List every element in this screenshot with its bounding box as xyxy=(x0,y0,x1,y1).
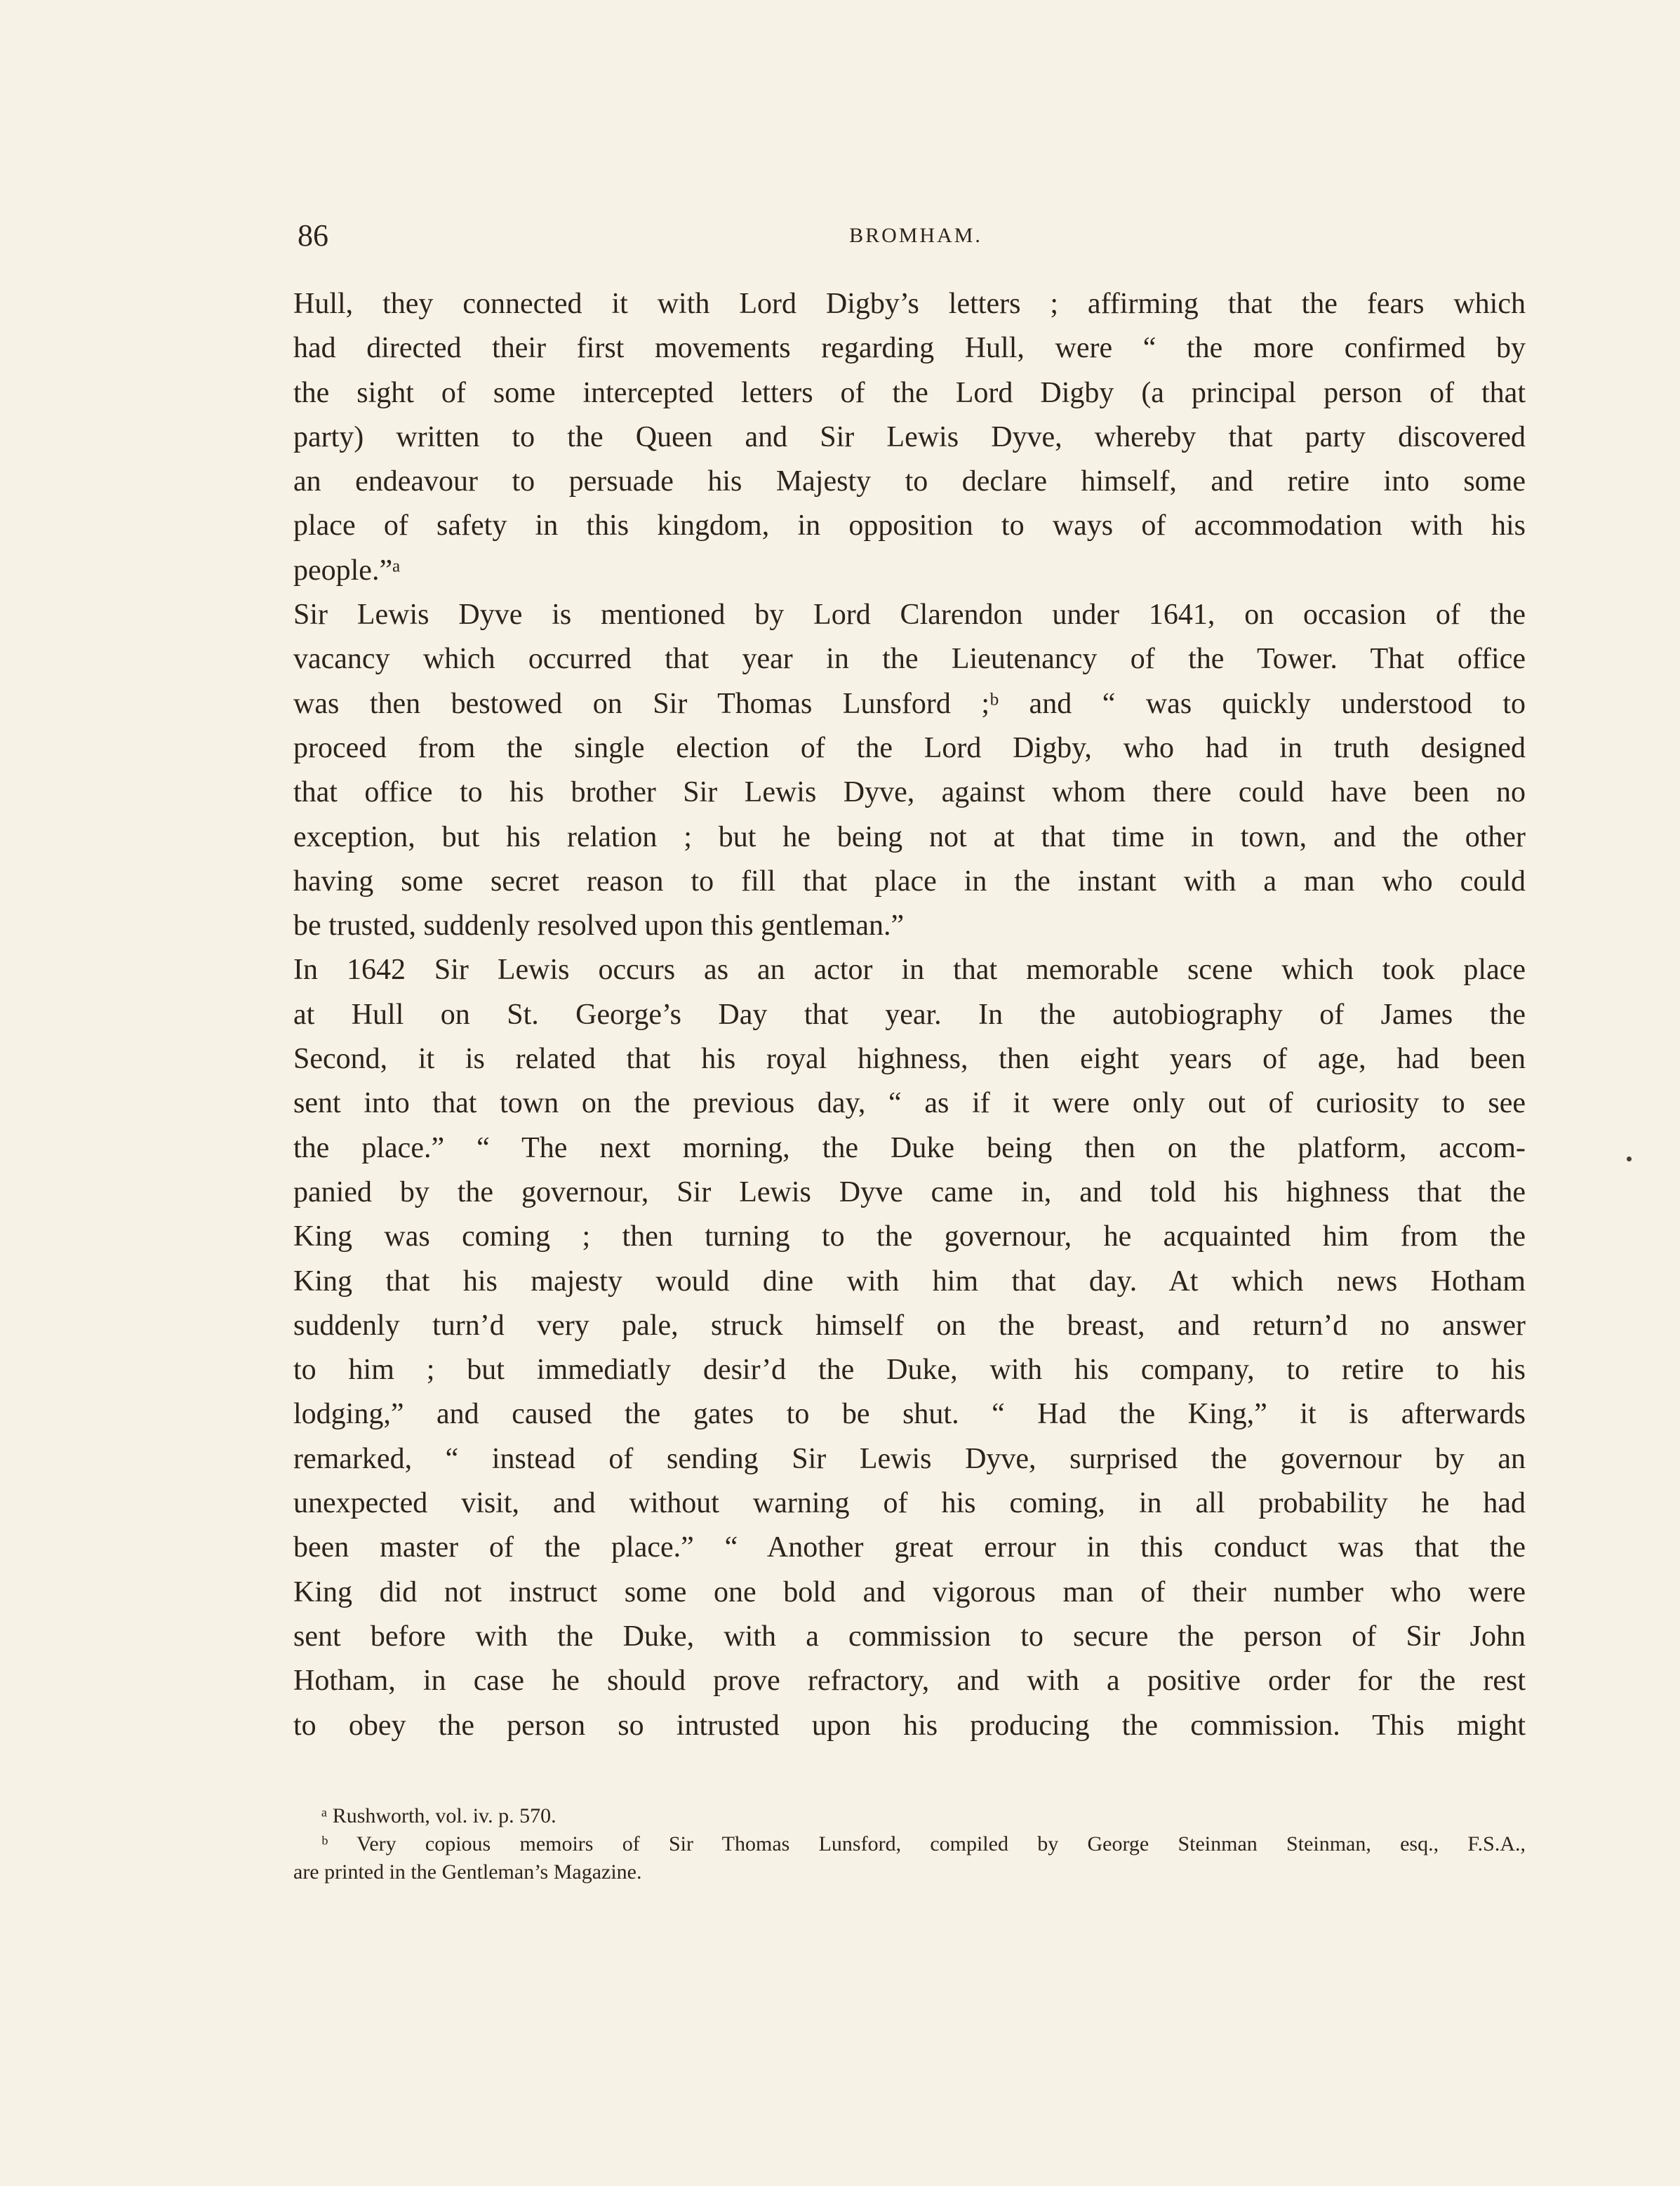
text-line: proceed from the single election of the Lord Digby, who had in truth designed xyxy=(293,731,1526,764)
footnote-a: ᵃ Rushworth, vol. iv. p. 570. xyxy=(321,1804,556,1827)
text-line: was then bestowed on Sir Thomas Lunsford ;ᵇ and “ was quickly understood to xyxy=(293,687,1526,720)
page-number: 86 xyxy=(298,218,328,253)
text-line: remarked, “ instead of sending Sir Lewis Dyve, surprised the governour by an xyxy=(293,1442,1526,1475)
text-line: to him ; but immediatly desir’d the Duke, with his company, to retire to his xyxy=(293,1354,1526,1387)
footnotes xyxy=(293,1802,1526,1886)
text-line: been master of the place.” “ Another great errour in this conduct was that the xyxy=(293,1531,1526,1564)
body-text xyxy=(293,282,1526,1748)
text-line: King that his majesty would dine with him that day. At which news Hotham xyxy=(293,1265,1526,1298)
text-line: to obey the person so intrusted upon his producing the commission. This might xyxy=(293,1709,1526,1742)
text-line: having some secret reason to fill that place in the instant with a man who could xyxy=(293,865,1526,898)
text-line: King did not instruct some one bold and vigorous man of their number who were xyxy=(293,1575,1526,1608)
text-line: In 1642 Sir Lewis occurs as an actor in that memorable scene which took place xyxy=(293,954,1526,987)
footnote-b: ᵇ Very copious memoirs of Sir Thomas Lunsford, compiled by George Steinman Steinman, esq., F.S.A., xyxy=(321,1832,1526,1855)
text-line: had directed their first movements regarding Hull, were “ the more confirmed by xyxy=(293,332,1526,365)
text-line: that office to his brother Sir Lewis Dyve, against whom there could have been no xyxy=(293,776,1526,809)
text-line: people.”ᵃ xyxy=(293,554,401,587)
page-header xyxy=(298,215,1534,257)
text-line: Second, it is related that his royal highness, then eight years of age, had been xyxy=(293,1043,1526,1076)
text-line: King was coming ; then turning to the governour, he acquainted him from the xyxy=(293,1220,1526,1253)
text-line: Hull, they connected it with Lord Digby’s letters ; affirming that the fears which xyxy=(293,288,1526,320)
footnote-b-continued: are printed in the Gentleman’s Magazine. xyxy=(293,1860,642,1884)
text-line: the place.” “ The next morning, the Duke being then on the platform, accom- xyxy=(293,1131,1526,1164)
margin-mark xyxy=(1627,1157,1632,1161)
text-line: exception, but his relation ; but he being not at that time in town, and the other xyxy=(293,820,1526,853)
text-line: be trusted, suddenly resolved upon this gentleman.” xyxy=(293,909,905,942)
running-head: BROMHAM. xyxy=(849,224,982,247)
text-line: the sight of some intercepted letters of the Lord Digby (a principal person of that xyxy=(293,376,1526,409)
text-line: an endeavour to persuade his Majesty to declare himself, and retire into some xyxy=(293,465,1526,498)
text-line: Sir Lewis Dyve is mentioned by Lord Clarendon under 1641, on occasion of the xyxy=(293,599,1526,632)
text-line: Hotham, in case he should prove refractory, and with a positive order for the rest xyxy=(293,1665,1526,1698)
text-line: unexpected visit, and without warning of his coming, in all probability he had xyxy=(293,1487,1526,1520)
text-line: vacancy which occurred that year in the Lieutenancy of the Tower. That office xyxy=(293,643,1526,676)
text-line: place of safety in this kingdom, in opposition to ways of accommodation with his xyxy=(293,509,1526,542)
text-line: suddenly turn’d very pale, struck himself on the breast, and return’d no answer xyxy=(293,1309,1526,1342)
text-line: lodging,” and caused the gates to be shut. “ Had the King,” it is afterwards xyxy=(293,1398,1526,1431)
text-line: party) written to the Queen and Sir Lewis Dyve, whereby that party discovered xyxy=(293,420,1526,453)
text-line: sent before with the Duke, with a commission to secure the person of Sir John xyxy=(293,1620,1526,1653)
text-line: sent into that town on the previous day, “ as if it were only out of curiosity to see xyxy=(293,1087,1526,1120)
text-line: panied by the governour, Sir Lewis Dyve came in, and told his highness that the xyxy=(293,1175,1526,1208)
text-line: at Hull on St. George’s Day that year. In the autobiography of James the xyxy=(293,998,1526,1031)
